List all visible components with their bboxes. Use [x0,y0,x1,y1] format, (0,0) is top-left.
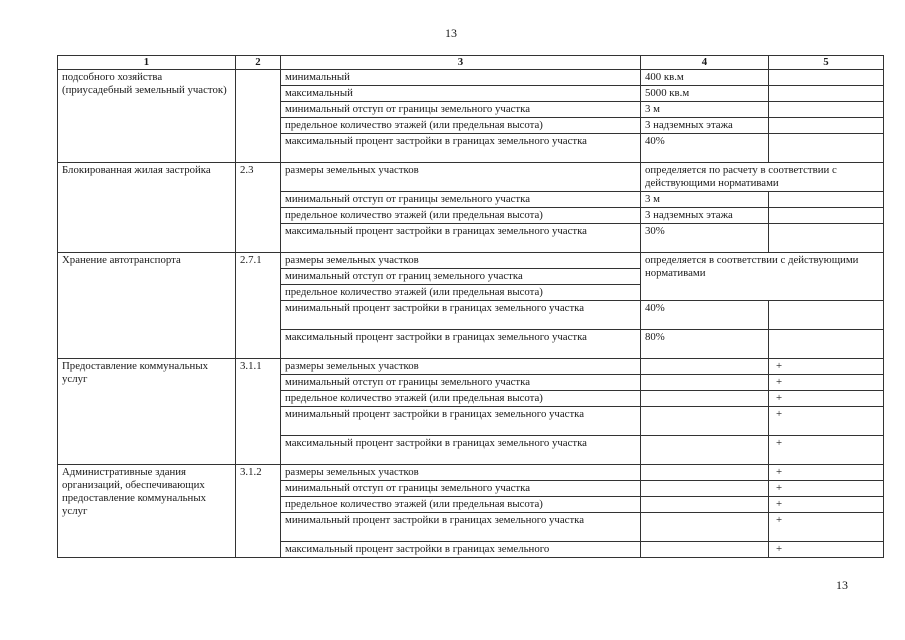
param-cell: минимальный отступ от границы земельного участка [281,192,641,208]
table-row [58,465,884,481]
header-col-3: 3 [281,56,641,70]
param-cell: предельное количество этажей (или предельная высота) [281,285,641,301]
param-cell: максимальный процент застройки в границах земельного участка [281,134,641,163]
value-cell: 3 надземных этажа [641,208,769,224]
value-cell: 40% [641,134,769,163]
value-cell [641,465,769,481]
mark-cell [769,118,884,134]
use-code-cell: 3.1.1 [236,359,281,465]
value-cell [641,407,769,436]
table-row [58,163,884,192]
mark-cell: + [769,465,884,481]
use-code-cell: 2.3 [236,163,281,253]
value-cell: 400 кв.м [641,70,769,86]
value-cell: 3 м [641,102,769,118]
mark-cell [769,86,884,102]
mark-cell: + [769,391,884,407]
use-name-cell: Административные здания организаций, обеспечивающих предоставление коммунальных услуг [58,465,236,558]
header-col-1: 1 [58,56,236,70]
mark-cell: + [769,513,884,542]
param-cell: предельное количество этажей (или предельная высота) [281,118,641,134]
value-cell: 80% [641,330,769,359]
param-cell: предельное количество этажей (или предельная высота) [281,497,641,513]
param-cell: максимальный процент застройки в границах земельного участка [281,224,641,253]
param-cell: максимальный [281,86,641,102]
shared-value-cell: определяется в соответствии с действующими нормативами [641,253,884,301]
value-cell [641,513,769,542]
param-cell: минимальный отступ от границы земельного участка [281,102,641,118]
param-cell: минимальный отступ от границ земельного участка [281,269,641,285]
param-cell: минимальный процент застройки в границах земельного участка [281,513,641,542]
param-cell: размеры земельных участков [281,253,641,269]
header-col-2: 2 [236,56,281,70]
mark-cell [769,70,884,86]
mark-cell: + [769,436,884,465]
use-name-cell: Блокированная жилая застройка [58,163,236,253]
value-cell [641,542,769,558]
param-cell: максимальный процент застройки в границах земельного [281,542,641,558]
value-cell: 30% [641,224,769,253]
value-cell [641,375,769,391]
use-code-cell: 3.1.2 [236,465,281,558]
mark-cell: + [769,375,884,391]
page-number-top: 13 [445,26,457,40]
value-cell: 40% [641,301,769,330]
header-row [58,56,884,70]
value-cell [641,497,769,513]
param-cell: размеры земельных участков [281,465,641,481]
use-name-cell: подсобного хозяйства (приусадебный земельный участок) [58,70,236,163]
param-cell: размеры земельных участков [281,163,641,192]
param-cell: минимальный [281,70,641,86]
use-name-cell: Хранение автотранспорта [58,253,236,359]
table-row [58,70,884,86]
mark-cell: + [769,359,884,375]
mark-cell [769,102,884,118]
value-cell [641,436,769,465]
param-cell: максимальный процент застройки в границах земельного участка [281,436,641,465]
mark-cell [769,330,884,359]
value-cell: 3 м [641,192,769,208]
param-cell: минимальный процент застройки в границах земельного участка [281,407,641,436]
mark-cell: + [769,497,884,513]
mark-cell [769,134,884,163]
use-code-cell: 2.7.1 [236,253,281,359]
value-cell [641,481,769,497]
param-cell: минимальный процент застройки в границах земельного участка [281,301,641,330]
mark-cell [769,208,884,224]
mark-cell: + [769,481,884,497]
regulations-table [57,55,884,558]
table-row [58,359,884,375]
value-cell [641,359,769,375]
mark-cell [769,301,884,330]
use-name-cell: Предоставление коммунальных услуг [58,359,236,465]
page-number-bottom: 13 [836,578,848,592]
table-row [58,253,884,269]
param-cell: размеры земельных участков [281,359,641,375]
param-cell: предельное количество этажей (или предельная высота) [281,208,641,224]
value-cell: 3 надземных этажа [641,118,769,134]
mark-cell: + [769,407,884,436]
header-col-4: 4 [641,56,769,70]
header-col-5: 5 [769,56,884,70]
param-cell: максимальный процент застройки в границах земельного участка [281,330,641,359]
use-code-cell [236,70,281,163]
mark-cell [769,224,884,253]
param-cell: предельное количество этажей (или предельная высота) [281,391,641,407]
mark-cell: + [769,542,884,558]
mark-cell [769,192,884,208]
value-cell: определяется по расчету в соответствии с действующими нормативами [641,163,884,192]
param-cell: минимальный отступ от границы земельного участка [281,375,641,391]
param-cell: минимальный отступ от границы земельного участка [281,481,641,497]
value-cell: 5000 кв.м [641,86,769,102]
value-cell [641,391,769,407]
